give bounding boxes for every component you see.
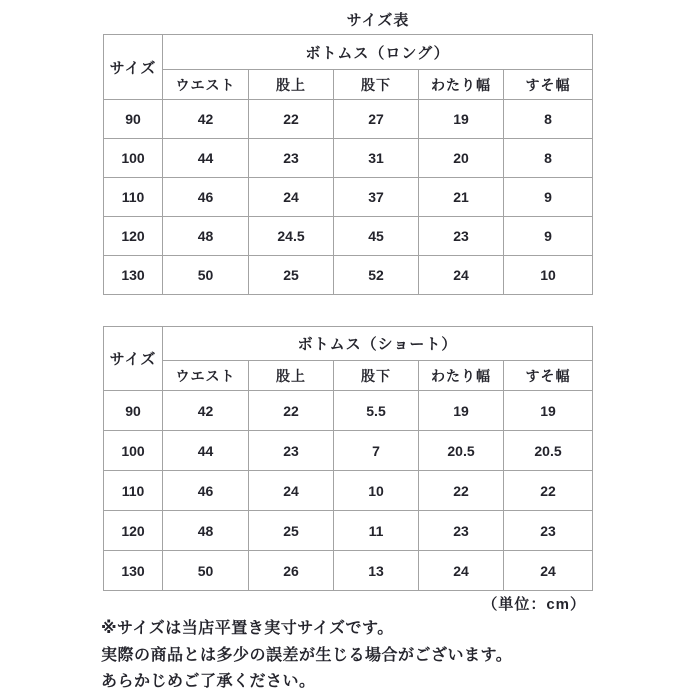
page-title: サイズ表	[346, 12, 410, 29]
size-cell: 120	[104, 217, 163, 256]
table-cell: 42	[163, 100, 249, 139]
column-header-waist: ウエスト	[163, 361, 249, 391]
table-cell: 22	[419, 471, 504, 511]
size-table-bottoms-short	[103, 326, 593, 591]
table-cell: 52	[334, 256, 419, 295]
table-cell: 11	[334, 511, 419, 551]
note-line: あらかじめご了承ください。	[101, 673, 316, 690]
table-cell: 26	[249, 551, 334, 591]
table-cell: 19	[504, 391, 593, 431]
table-cell: 22	[249, 100, 334, 139]
column-header-rise: 股上	[249, 361, 334, 391]
table-cell: 20.5	[419, 431, 504, 471]
table-cell: 20	[419, 139, 504, 178]
size-cell: 120	[104, 511, 163, 551]
table-cell: 22	[249, 391, 334, 431]
table-cell: 22	[504, 471, 593, 511]
table-row	[104, 431, 593, 471]
size-cell: 110	[104, 178, 163, 217]
table-cell: 10	[334, 471, 419, 511]
column-header-hem-width: すそ幅	[504, 361, 593, 391]
note-line: ※サイズは当店平置き実寸サイズです。	[101, 620, 394, 637]
size-cell: 90	[104, 100, 163, 139]
table-cell: 23	[504, 511, 593, 551]
table-cell: 45	[334, 217, 419, 256]
table-cell: 5.5	[334, 391, 419, 431]
group-header-short: ボトムス（ショート）	[163, 327, 593, 361]
table-cell: 9	[504, 217, 593, 256]
table-cell: 23	[249, 139, 334, 178]
table-cell: 8	[504, 100, 593, 139]
size-cell: 110	[104, 471, 163, 511]
table-cell: 37	[334, 178, 419, 217]
table-cell: 46	[163, 471, 249, 511]
table-cell: 24	[504, 551, 593, 591]
column-header-thigh-width: わたり幅	[419, 361, 504, 391]
column-header-inseam: 股下	[334, 361, 419, 391]
table-cell: 46	[163, 178, 249, 217]
table-cell: 48	[163, 217, 249, 256]
size-cell: 130	[104, 551, 163, 591]
table-cell: 8	[504, 139, 593, 178]
size-cell: 100	[104, 431, 163, 471]
table-cell: 19	[419, 100, 504, 139]
table-cell: 23	[419, 511, 504, 551]
table-row	[104, 551, 593, 591]
table-row	[104, 511, 593, 551]
table-row	[104, 471, 593, 511]
note-line: 実際の商品とは多少の誤差が生じる場合がございます。	[101, 646, 513, 664]
table-cell: 20.5	[504, 431, 593, 471]
table-cell: 19	[419, 391, 504, 431]
table-cell: 50	[163, 256, 249, 295]
table-cell: 24.5	[249, 217, 334, 256]
column-header-hem-width: すそ幅	[504, 70, 593, 100]
table-cell: 9	[504, 178, 593, 217]
column-header-inseam: 股下	[334, 70, 419, 100]
table-cell: 23	[419, 217, 504, 256]
column-header-rise: 股上	[249, 70, 334, 100]
size-cell: 130	[104, 256, 163, 295]
table-cell: 27	[334, 100, 419, 139]
size-column-header: サイズ	[104, 35, 163, 100]
table-row	[104, 217, 593, 256]
table-cell: 48	[163, 511, 249, 551]
unit-label: （単位：cm）	[482, 596, 586, 613]
table-row	[104, 391, 593, 431]
table-cell: 7	[334, 431, 419, 471]
table-cell: 24	[249, 178, 334, 217]
table-cell: 24	[249, 471, 334, 511]
table-cell: 10	[504, 256, 593, 295]
group-header-long: ボトムス（ロング）	[163, 35, 593, 70]
size-cell: 90	[104, 391, 163, 431]
table-cell: 50	[163, 551, 249, 591]
table-cell: 13	[334, 551, 419, 591]
table-cell: 44	[163, 139, 249, 178]
table-cell: 44	[163, 431, 249, 471]
table-cell: 25	[249, 256, 334, 295]
table-cell: 24	[419, 256, 504, 295]
size-column-header: サイズ	[104, 327, 163, 391]
table-cell: 24	[419, 551, 504, 591]
table-row	[104, 139, 593, 178]
table-row	[104, 100, 593, 139]
table-cell: 42	[163, 391, 249, 431]
table-row	[104, 178, 593, 217]
size-notes	[101, 616, 512, 696]
table-cell: 21	[419, 178, 504, 217]
size-cell: 100	[104, 139, 163, 178]
table-row	[104, 256, 593, 295]
table-cell: 23	[249, 431, 334, 471]
table-cell: 31	[334, 139, 419, 178]
table-cell: 25	[249, 511, 334, 551]
column-header-thigh-width: わたり幅	[419, 70, 504, 100]
size-table-bottoms-long	[103, 34, 593, 295]
column-header-waist: ウエスト	[163, 70, 249, 100]
